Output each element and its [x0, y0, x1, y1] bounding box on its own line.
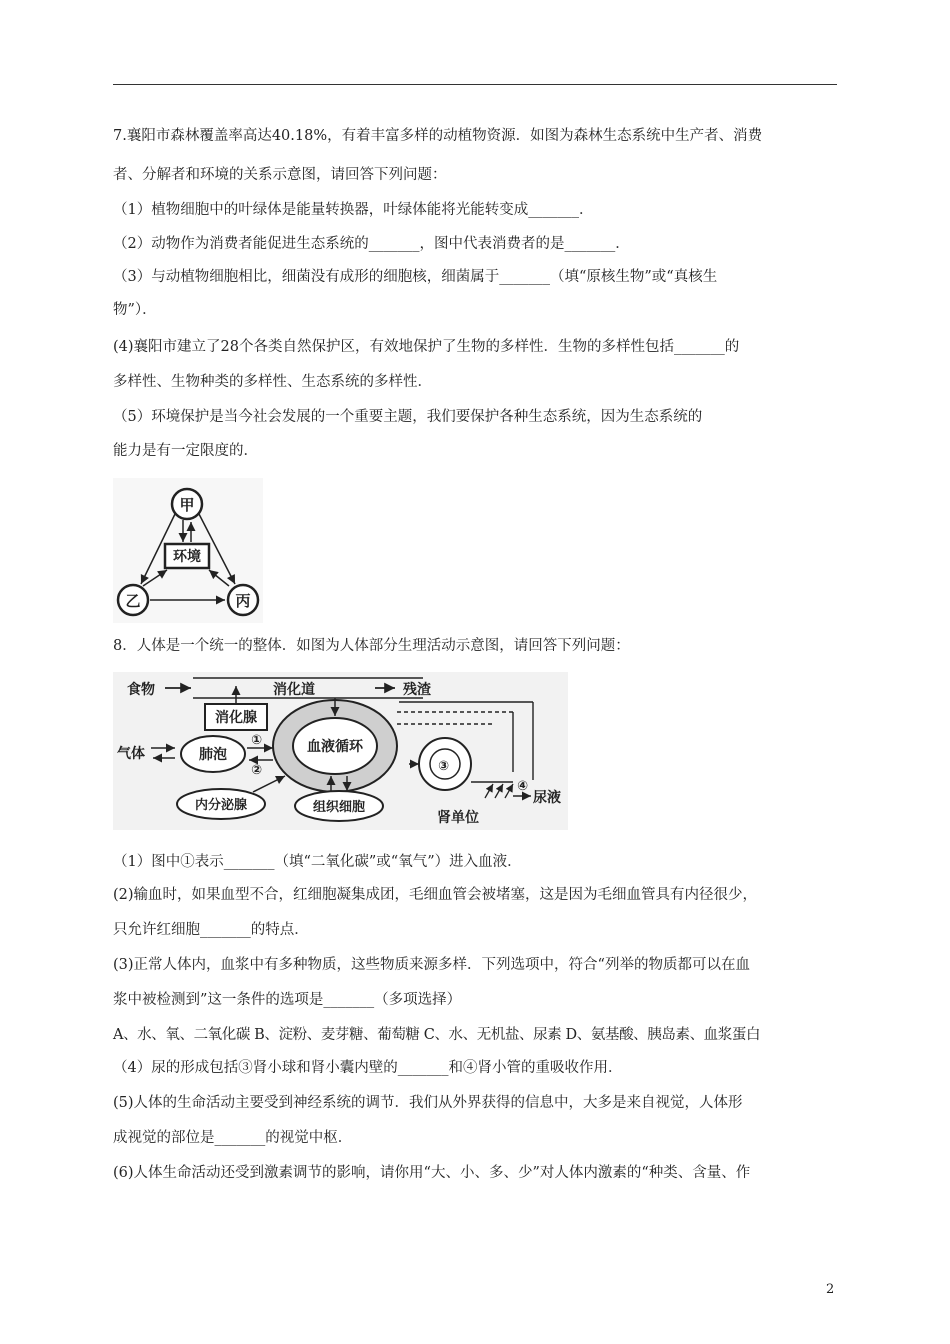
- q8-stem: 8．人体是一个统一的整体．如图为人体部分生理活动示意图，请回答下列问题：: [113, 638, 630, 654]
- label-digestive-tract: 消化道: [273, 682, 315, 698]
- q8-part3-line2: 浆中被检测到”这一条件的选项是_______（多项选择）: [113, 992, 462, 1008]
- label-environment: 环境: [173, 549, 201, 565]
- label-residue: 残渣: [403, 682, 431, 698]
- q7-part5-line1: （5）环境保护是当今社会发展的一个重要主题，我们要保护各种生态系统，因为生态系统的: [113, 409, 703, 425]
- label-circle-three: ③: [438, 759, 450, 774]
- q7-part5-line2: 能力是有一定限度的．: [113, 443, 258, 459]
- q8-part4: （4）尿的形成包括③肾小球和肾小囊内壁的_______和④肾小管的重吸收作用．: [113, 1060, 623, 1076]
- label-circle-four: ④: [517, 779, 529, 794]
- q7-part4-line2: 多样性、生物种类的多样性、生态系统的多样性．: [113, 374, 432, 390]
- physiology-diagram: [113, 672, 568, 830]
- q8-part3-line1: (3)正常人体内，血浆中有多种物质，这些物质来源多样．下列选项中，符合“列举的物质都可以在血: [113, 957, 750, 973]
- label-circle-two: ②: [251, 763, 263, 778]
- q8-part5-line1: (5)人体的生命活动主要受到神经系统的调节．我们从外界获得的信息中，大多是来自视觉，人体形: [113, 1095, 743, 1111]
- label-tissue-cells: 组织细胞: [312, 800, 366, 815]
- label-circle-one: ①: [251, 733, 263, 748]
- label-jia: 甲: [179, 496, 195, 514]
- q8-part3-options: A、水、氧、二氧化碳 B、淀粉、麦芽糖、葡萄糖 C、水、无机盐、尿素 D、氨基酸、胰岛素、血浆蛋白: [113, 1027, 761, 1043]
- label-blood-circulation: 血液循环: [307, 739, 363, 755]
- label-nephron: 肾单位: [437, 810, 479, 826]
- q7-part1: （1）植物细胞中的叶绿体是能量转换器，叶绿体能将光能转变成_______．: [113, 202, 594, 218]
- q7-stem-line2: 者、分解者和环境的关系示意图，请回答下列问题：: [113, 167, 447, 183]
- q7-part4-line1: (4)襄阳市建立了28个各类自然保护区，有效地保护了生物的多样性．生物的多样性包括_______的: [113, 339, 740, 355]
- q8-part1: （1）图中①表示_______（填“二氧化碳”或“氧气”）进入血液．: [113, 854, 522, 870]
- label-bing: 丙: [235, 592, 251, 610]
- label-endocrine-gland: 内分泌腺: [194, 798, 248, 813]
- label-urine: 尿液: [533, 790, 561, 806]
- label-alveoli: 肺泡: [199, 747, 227, 763]
- q8-part5-line2: 成视觉的部位是_______的视觉中枢．: [113, 1130, 353, 1146]
- label-digestive-gland: 消化腺: [215, 710, 257, 726]
- q8-part2-line2: 只允许红细胞_______的特点．: [113, 922, 309, 938]
- q7-part2: （2）动物作为消费者能促进生态系统的_______，图中代表消费者的是_______．: [113, 236, 630, 252]
- label-gas: 气体: [117, 746, 145, 762]
- q7-stem-line1: 7.襄阳市森林覆盖率高达40.18%，有着丰富多样的动植物资源．如图为森林生态系统中生产者、消费: [113, 128, 763, 144]
- header-rule: [113, 84, 837, 85]
- q8-part2-line1: (2)输血时，如果血型不合，红细胞凝集成团，毛细血管会被堵塞，这是因为毛细血管具有内径很少，: [113, 887, 758, 903]
- label-yi: 乙: [125, 592, 141, 610]
- page-number: 2: [826, 1282, 835, 1297]
- q8-part6: (6)人体生命活动还受到激素调节的影响，请你用“大、小、多、少”对人体内激素的“种类、含量、作: [113, 1165, 751, 1181]
- label-food: 食物: [127, 682, 155, 698]
- ecosystem-diagram: [113, 478, 263, 623]
- q7-part3-line2: 物”）．: [113, 302, 157, 318]
- q7-part3-line1: （3）与动植物细胞相比，细菌没有成形的细胞核，细菌属于_______（填“原核生物”或“真核生: [113, 269, 718, 285]
